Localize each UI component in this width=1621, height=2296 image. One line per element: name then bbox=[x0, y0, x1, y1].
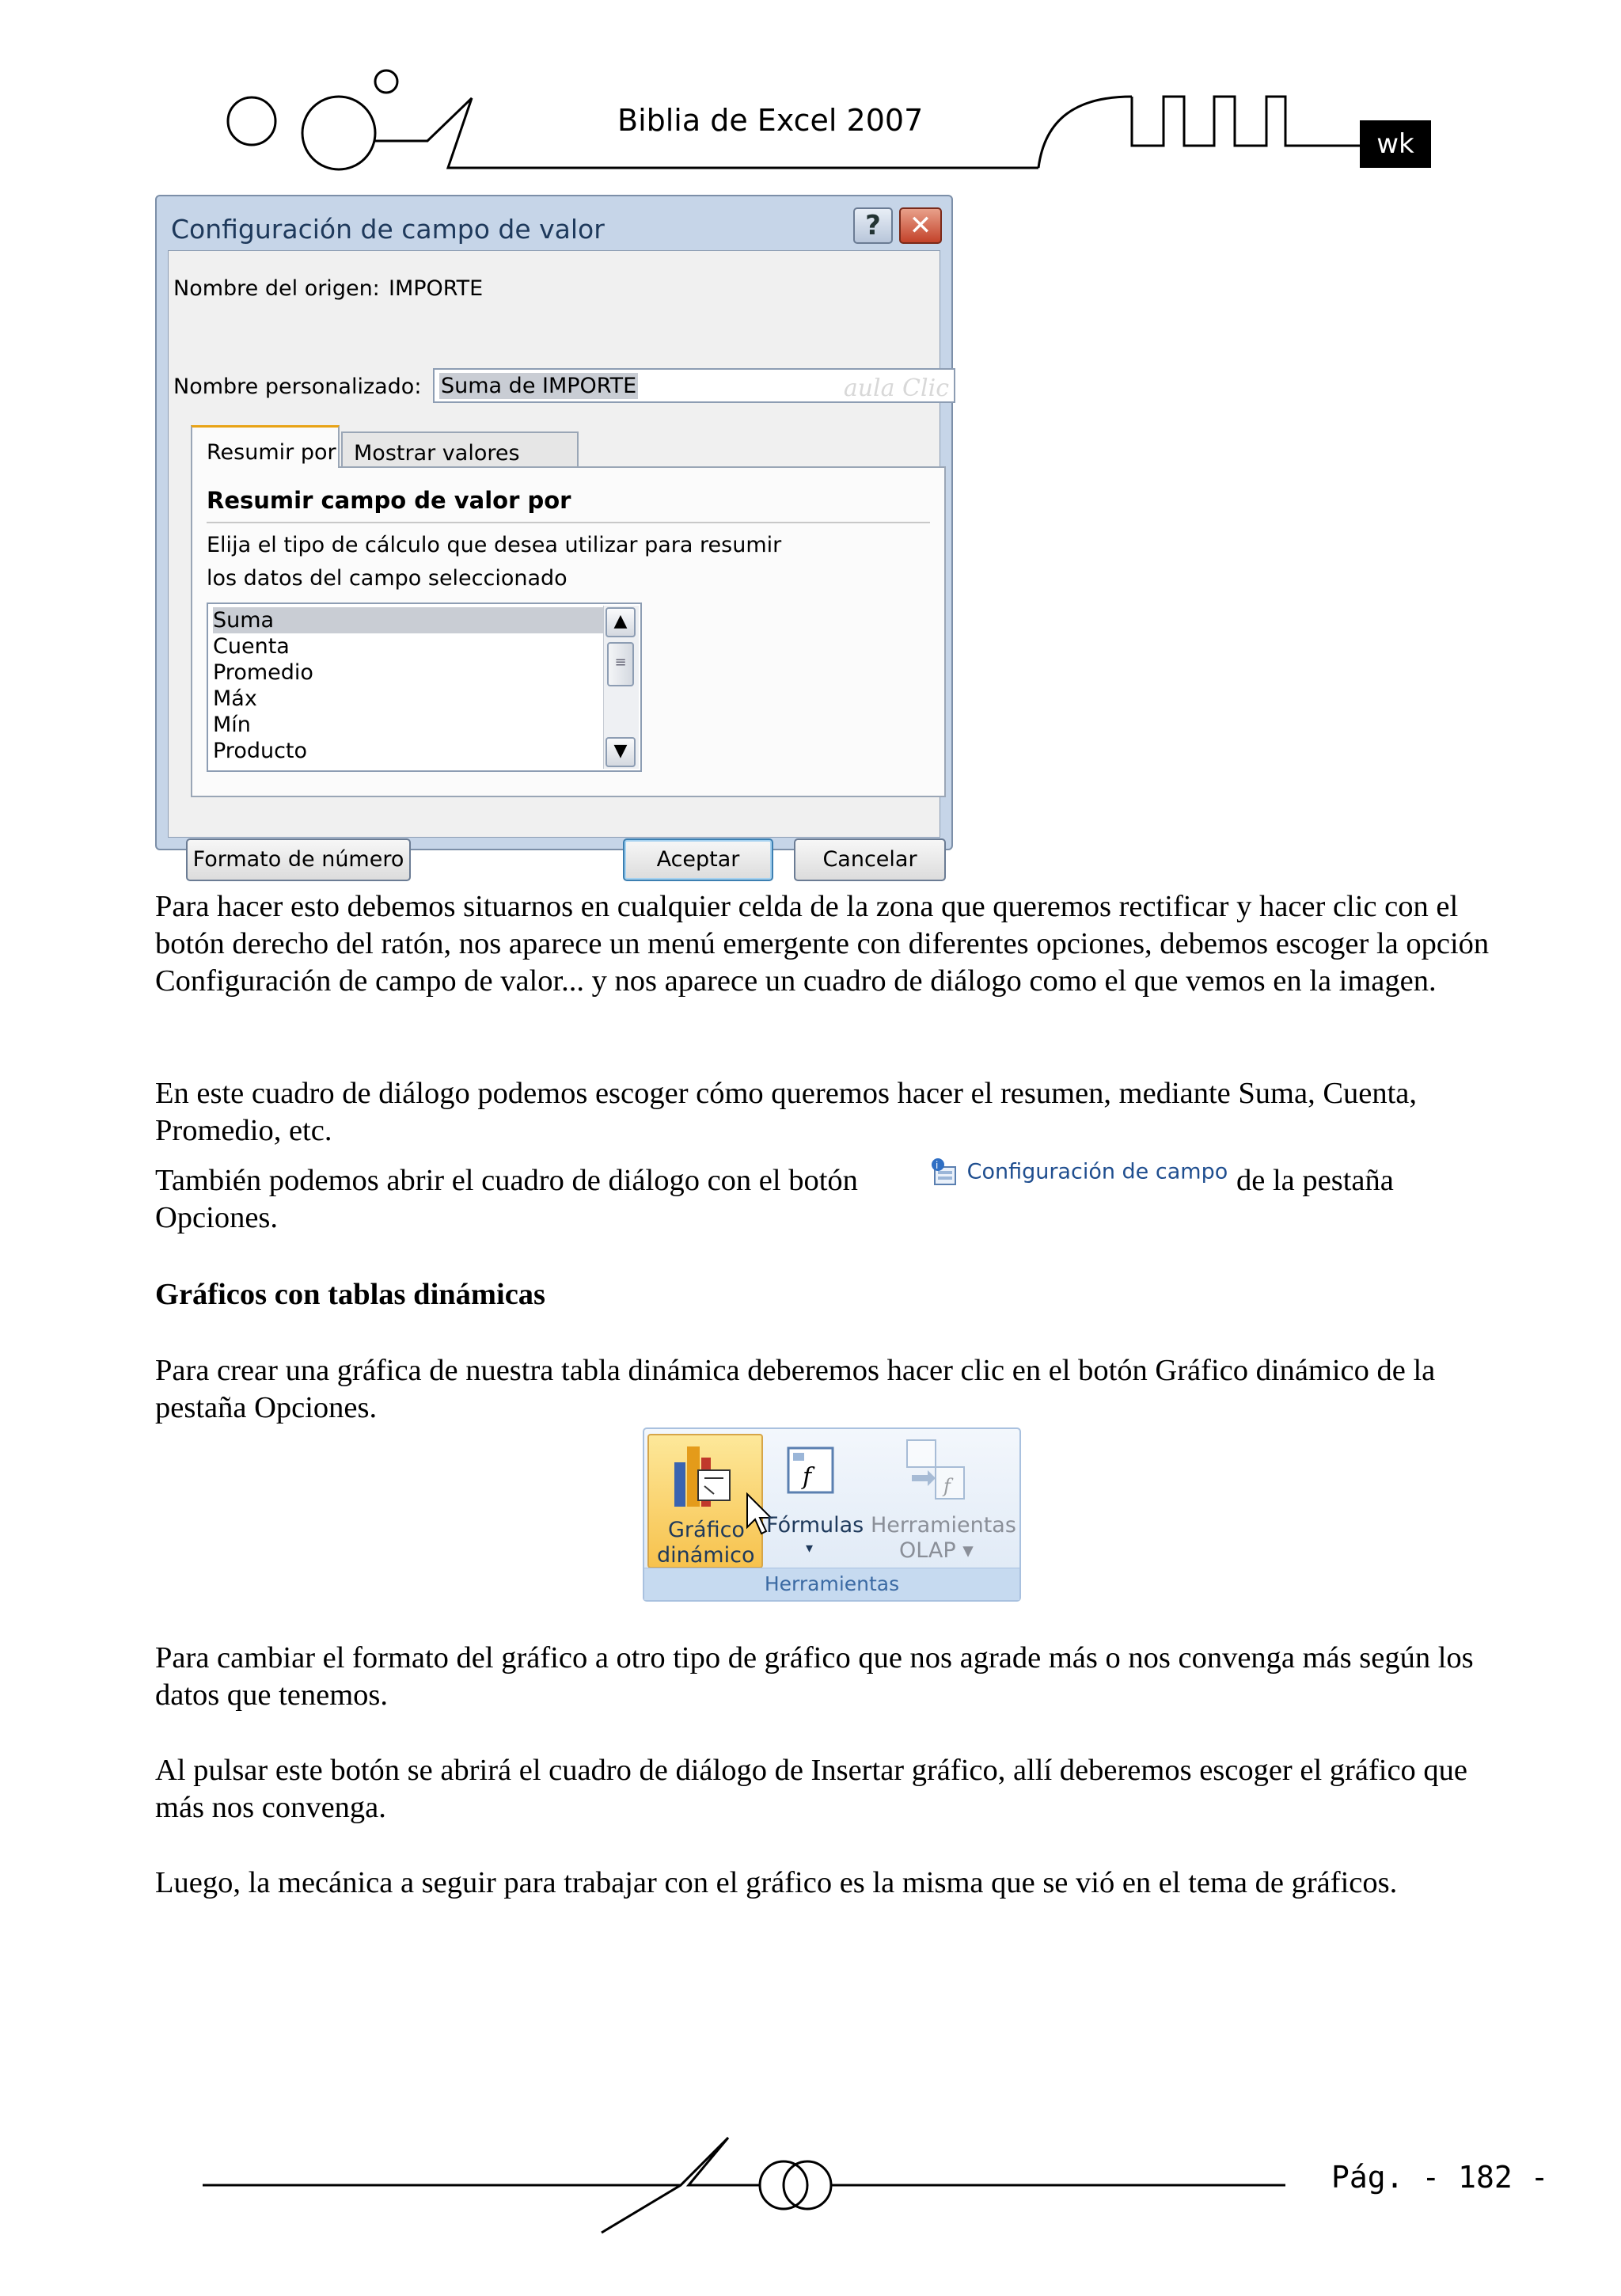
source-name-value: IMPORTE bbox=[389, 276, 484, 301]
formulas-dropdown-icon[interactable]: ▾ bbox=[806, 1540, 814, 1557]
cancel-button[interactable]: Cancelar bbox=[794, 838, 946, 881]
paragraph-2: En este cuadro de diálogo podemos escoger cómo queremos hacer el resumen, mediante Suma, Cuenta, Promedio, etc. bbox=[155, 1077, 1418, 1147]
tab-show-values-as[interactable]: Mostrar valores bbox=[341, 431, 579, 468]
accept-button[interactable]: Aceptar bbox=[623, 838, 773, 881]
pivot-chart-label-2: dinámico bbox=[657, 1543, 755, 1568]
help-button[interactable]: ? bbox=[853, 207, 893, 244]
section-heading: Gráficos con tablas dinámicas bbox=[155, 1278, 546, 1311]
paragraph-6: Al pulsar este botón se abrirá el cuadro de diálogo de Insertar gráfico, allí deberemos escoger el gráfico que más nos convenga. bbox=[155, 1754, 1468, 1824]
paragraph-5: Para cambiar el formato del gráfico a otro tipo de gráfico que nos agrade más o nos convenga más según los datos que tenemos. bbox=[155, 1641, 1474, 1712]
header-badge: wk bbox=[1360, 120, 1431, 168]
list-scrollbar[interactable] bbox=[603, 606, 639, 769]
formulas-icon bbox=[784, 1443, 839, 1499]
header-arc bbox=[1038, 97, 1132, 168]
close-button[interactable]: ✕ bbox=[899, 207, 942, 244]
header-square-wave bbox=[1132, 97, 1360, 146]
list-item[interactable]: Cuenta bbox=[213, 634, 290, 659]
svg-text:f: f bbox=[943, 1475, 951, 1497]
config-field-inline-label: Configuración de campo bbox=[966, 1159, 1228, 1184]
paragraph-4: Para crear una gráfica de nuestra tabla dinámica deberemos hacer clic en el botón Gráfico dinámico de la pestaña Opciones. bbox=[155, 1354, 1436, 1424]
header-circle-tiny bbox=[375, 70, 397, 93]
header-circle-large bbox=[302, 97, 375, 169]
aulaclic-watermark: aula Clic bbox=[843, 374, 949, 402]
value-field-settings-dialog bbox=[155, 195, 953, 872]
list-item[interactable]: Promedio bbox=[213, 660, 313, 685]
olap-tools-label-1: Herramientas bbox=[871, 1513, 1016, 1538]
svg-text:f: f bbox=[803, 1463, 812, 1491]
list-item[interactable]: Mín bbox=[213, 713, 251, 737]
config-field-inline-button bbox=[930, 1158, 1228, 1189]
section-divider bbox=[207, 522, 930, 523]
custom-name-input[interactable] bbox=[433, 368, 955, 403]
list-item-selected[interactable]: Suma bbox=[213, 607, 606, 633]
tab-summarize-by[interactable]: Resumir por bbox=[191, 425, 340, 468]
list-item[interactable]: Producto bbox=[213, 739, 308, 763]
paragraph-3-line2: Opciones. bbox=[155, 1201, 279, 1234]
field-settings-icon bbox=[930, 1158, 960, 1188]
header-title: Biblia de Excel 2007 bbox=[617, 103, 924, 138]
custom-name-label: Nombre personalizado: bbox=[173, 374, 422, 399]
scroll-down-icon[interactable]: ▼ bbox=[606, 737, 636, 767]
list-item[interactable]: Máx bbox=[213, 686, 257, 711]
olap-tools-label-2: OLAP ▾ bbox=[899, 1538, 974, 1563]
scroll-thumb[interactable]: ≡ bbox=[607, 642, 634, 686]
paragraph-7: Luego, la mecánica a seguir para trabajar con el gráfico es la misma que se vió en el tema de gráficos. bbox=[155, 1866, 1398, 1899]
dialog-title: Configuración de campo de valor bbox=[171, 214, 605, 245]
formulas-button-label[interactable]: Fórmulas bbox=[766, 1513, 864, 1538]
number-format-button[interactable]: Formato de número bbox=[186, 838, 411, 881]
calculation-listbox[interactable] bbox=[207, 603, 642, 772]
ribbon-group-label: Herramientas bbox=[644, 1568, 1019, 1600]
paragraph-1: Para hacer esto debemos situarnos en cualquier celda de la zona que queremos rectificar y hacer clic con el botón derecho del ratón, nos aparece un menú emergente con diferentes opciones, debemos escoger la opción Configuración de campo de valor... y nos aparece un cuadro de diálogo como el que vemos en la imagen. bbox=[155, 890, 1490, 998]
pivot-chart-icon bbox=[666, 1439, 746, 1518]
scroll-up-icon[interactable]: ▲ bbox=[606, 607, 636, 637]
paragraph-3-end: de la pestaña bbox=[1236, 1164, 1394, 1197]
svg-text:i: i bbox=[936, 1160, 939, 1171]
pivot-chart-label-1: Gráfico bbox=[668, 1518, 745, 1542]
paragraph-3-start: También podemos abrir el cuadro de diálogo con el botón bbox=[155, 1164, 858, 1197]
source-name-label: Nombre del origen: bbox=[173, 276, 380, 301]
instruction-line-2: los datos del campo seleccionado bbox=[207, 566, 568, 591]
ribbon-tools-group bbox=[643, 1427, 1021, 1602]
section-title: Resumir campo de valor por bbox=[207, 487, 571, 514]
page-number: Pág. - 182 - bbox=[1331, 2160, 1549, 2195]
instruction-line-1: Elija el tipo de cálculo que desea utilizar para resumir bbox=[207, 533, 782, 557]
olap-tools-icon bbox=[904, 1435, 975, 1507]
tab-panel bbox=[191, 466, 946, 797]
header-circle-small bbox=[228, 97, 275, 145]
custom-name-value: Suma de IMPORTE bbox=[441, 374, 637, 398]
dialog-body bbox=[168, 250, 949, 872]
